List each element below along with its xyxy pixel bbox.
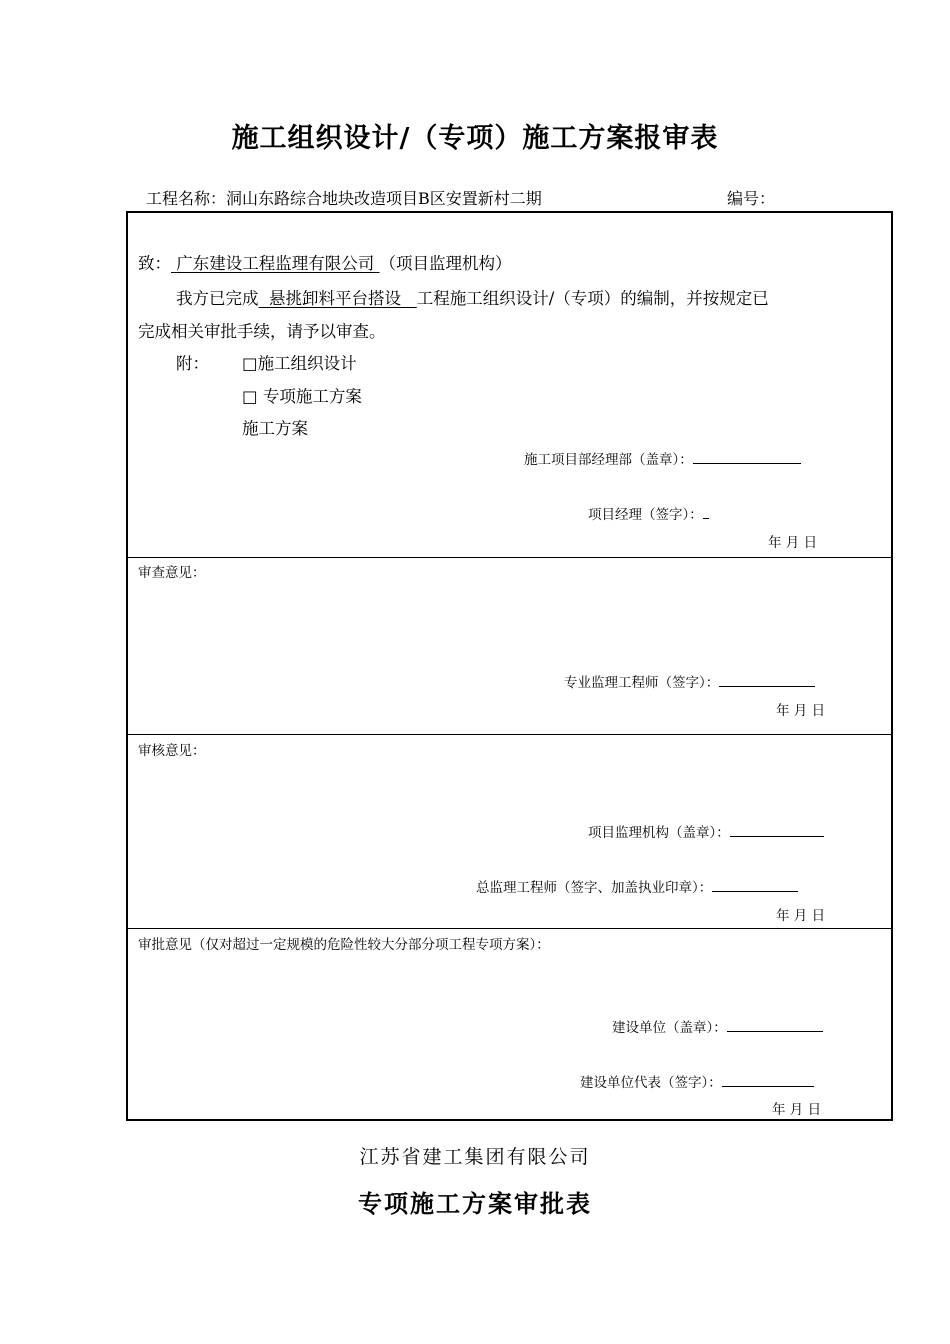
attach-label: 附：: [176, 354, 209, 373]
signature-line[interactable]: [693, 448, 801, 464]
signature-line[interactable]: [719, 671, 815, 687]
attach-item-plan: 施工方案: [242, 419, 308, 438]
body-line-2: 完成相关审批手续，请予以审查。: [138, 322, 386, 341]
signature-line[interactable]: [730, 821, 824, 837]
signature-line[interactable]: [703, 503, 709, 519]
body-line-1: 我方已完成 悬挑卸料平台搭设 工程施工组织设计/（专项）的编制，并按规定已: [176, 289, 769, 308]
company-name: 江苏省建工集团有限公司: [359, 1146, 591, 1168]
section-divider: [128, 928, 891, 929]
sign-owner-seal: 建设单位（盖章）：: [612, 1016, 823, 1036]
sign-supervision-engineer: 专业监理工程师（签字）：: [564, 671, 815, 691]
section-divider: [128, 734, 891, 735]
recipient-suffix: （项目监理机构）: [379, 254, 512, 273]
signature-line[interactable]: [727, 1016, 823, 1032]
approval-heading: 审批意见（仅对超过一定规模的危险性较大分部分项工程专项方案）：: [138, 937, 550, 953]
next-page-title: 专项施工方案审批表: [358, 1189, 592, 1218]
attach-item-org-design[interactable]: □施工组织设计: [242, 354, 357, 373]
project-subject: 悬挑卸料平台搭设: [269, 289, 401, 308]
page-title: 施工组织设计/（专项）施工方案报审表: [231, 123, 719, 154]
date-line: 年 月 日: [768, 535, 818, 551]
date-line: 年 月 日: [772, 1102, 822, 1118]
to-label: 致：: [138, 254, 171, 273]
audit-heading: 审核意见：: [138, 743, 206, 759]
section-divider: [128, 557, 891, 558]
signature-line[interactable]: [722, 1071, 814, 1087]
date-line: 年 月 日: [776, 703, 826, 719]
sign-chief-engineer: 总监理工程师（签字、加盖执业印章）：: [476, 876, 798, 896]
date-line: 年 月 日: [776, 908, 826, 924]
signature-line[interactable]: [712, 876, 798, 892]
review-heading: 审查意见：: [138, 565, 206, 581]
recipient-line: [138, 250, 512, 274]
project-name-row: [146, 186, 542, 209]
approval-form: [126, 211, 893, 1121]
project-name: 洞山东路综合地块改造项目B区安置新村二期: [226, 189, 542, 208]
sign-supervision-org: 项目监理机构（盖章）：: [588, 821, 824, 841]
serial-label: 编号：: [727, 189, 776, 208]
sign-owner-rep: 建设单位代表（签字）：: [580, 1071, 814, 1091]
sign-dept-seal: 施工项目部经理部（盖章）：: [524, 448, 801, 468]
attach-item-special-plan[interactable]: □ 专项施工方案: [242, 387, 362, 406]
recipient-org: 广东建设工程监理有限公司: [176, 254, 375, 273]
sign-project-manager: 项目经理（签字）：: [588, 503, 709, 523]
project-label: 工程名称：: [146, 189, 227, 208]
